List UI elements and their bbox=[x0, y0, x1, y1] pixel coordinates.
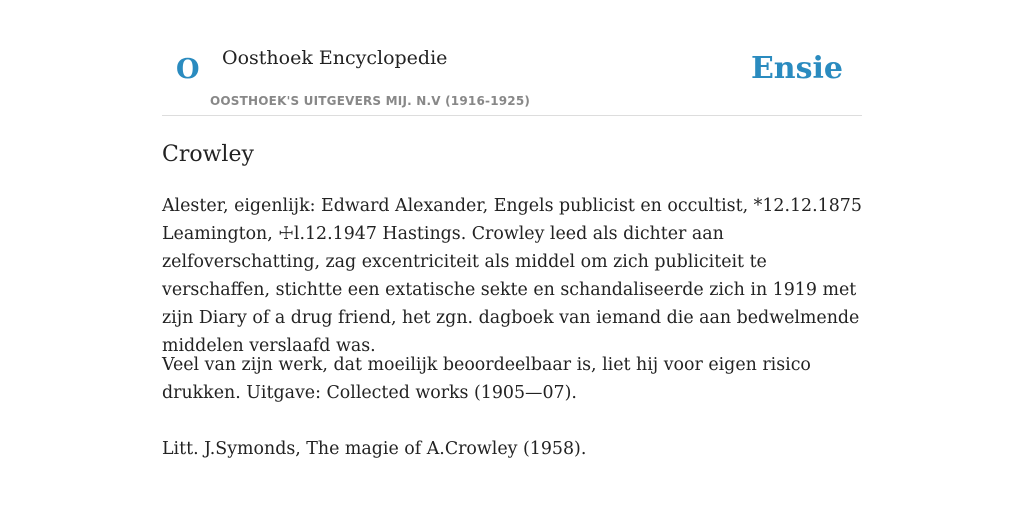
encyclopedia-title-link[interactable]: Oosthoek Encyclopedie bbox=[222, 47, 448, 69]
site-header bbox=[162, 0, 862, 116]
publisher-label: OOSTHOEK'S UITGEVERS MIJ. N.V (1916-1925) bbox=[210, 94, 531, 108]
article-title: Crowley bbox=[162, 142, 254, 167]
article-literature: Litt. J.Symonds, The magie of A.Crowley (1958). bbox=[162, 439, 587, 459]
article-paragraph-2: Veel van zijn werk, dat moeilijk beoordeelbaar is, liet hij voor eigen risico drukken. Uitgave: Collected works (1905—07). bbox=[162, 355, 811, 403]
page-container bbox=[162, 0, 862, 459]
article-paragraph-1: Alester, eigenlijk: Edward Alexander, Engels publicist en occultist, *12.12.1875 Leamington, ☩l.12.1947 Hastings. Crowley leed als dichter aan zelfoverschatting, zag excentriciteit als middel om zich publiciteit te verschaffen, stichtte een extatische sekte en schandaliseerde zich in 1919 met zijn Diary of a drug friend, het zgn. dagboek van iemand die aan bedwelmende middelen verslaafd was. bbox=[162, 196, 862, 356]
ensie-logo-link[interactable]: Ensie bbox=[750, 51, 843, 86]
oosthoek-logo[interactable]: O bbox=[176, 54, 200, 85]
